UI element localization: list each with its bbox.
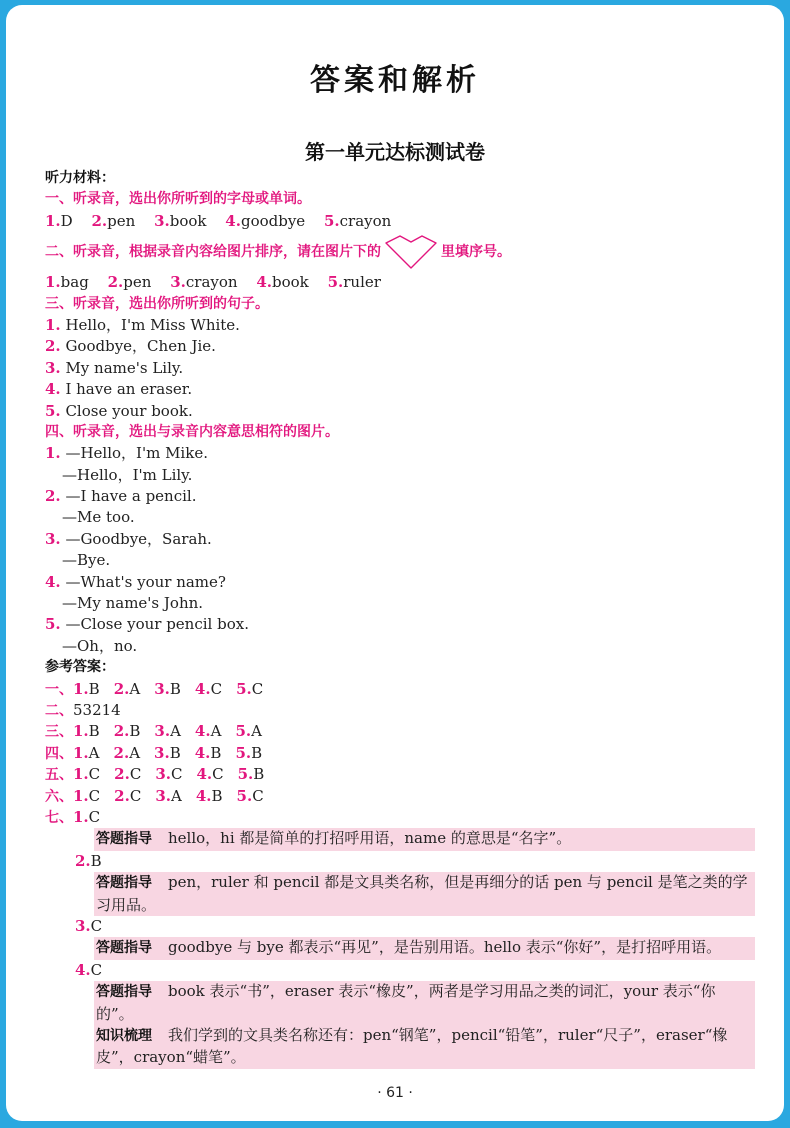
item-text: C bbox=[129, 786, 142, 805]
answer-part: 三、 bbox=[45, 724, 73, 741]
item-number: 2. bbox=[107, 273, 124, 292]
item-text: Hello，I'm Miss White. bbox=[65, 315, 240, 334]
item-number: 4. bbox=[196, 765, 213, 784]
item-text: A bbox=[129, 679, 141, 698]
item-number: 2. bbox=[114, 765, 130, 784]
dialogue-reply: —Me too. bbox=[62, 508, 135, 527]
answer-row bbox=[45, 960, 755, 981]
dialogue-reply: —Bye. bbox=[62, 551, 111, 570]
item-number: 5. bbox=[235, 722, 252, 741]
item-text: book bbox=[169, 211, 207, 230]
item-number: 3. bbox=[154, 679, 170, 698]
item-text: C bbox=[251, 679, 264, 698]
item-text: B bbox=[169, 679, 181, 698]
item-text: 53214 bbox=[73, 700, 121, 719]
item-text: A bbox=[88, 743, 100, 762]
dialogue-line bbox=[45, 529, 755, 550]
item-number: 4. bbox=[225, 211, 241, 230]
dialogue-reply: —Hello，I'm Lily. bbox=[62, 465, 193, 484]
part2-heading-start: 二、听录音，根据录音内容给图片排序，请在图片下的 bbox=[45, 244, 381, 261]
item-number: 1. bbox=[45, 273, 61, 292]
dialogue-line bbox=[45, 572, 755, 593]
item-number: 3. bbox=[154, 211, 170, 230]
item-number: 5. bbox=[236, 786, 253, 805]
item-text: B bbox=[169, 743, 181, 762]
item-text: C bbox=[210, 679, 223, 698]
item-number: 1. bbox=[73, 765, 89, 784]
answers-label: 参考答案： bbox=[45, 659, 115, 676]
item-text: B bbox=[88, 722, 100, 741]
item-number: 4. bbox=[194, 679, 211, 698]
item-text: B bbox=[88, 679, 100, 698]
item-number: 3. bbox=[75, 916, 91, 935]
item-number: 2. bbox=[113, 679, 130, 698]
item-number: 1. bbox=[73, 807, 89, 826]
listening-label: 听力材料： bbox=[45, 170, 115, 186]
item-text: —Hello，I'm Mike. bbox=[65, 444, 208, 463]
list-item bbox=[45, 315, 755, 336]
item-number: 2. bbox=[113, 743, 130, 762]
guide-tag: 答题指导 bbox=[96, 831, 152, 848]
item-text: —I have a pencil. bbox=[65, 487, 197, 506]
answer-part: 七、 bbox=[45, 809, 73, 826]
item-number: 1. bbox=[73, 722, 89, 741]
answer-row bbox=[45, 679, 755, 700]
item-text: Close your book. bbox=[65, 401, 193, 420]
item-text: My name's Lily. bbox=[65, 358, 184, 377]
list-item bbox=[45, 358, 755, 379]
item-number: 5. bbox=[45, 401, 61, 420]
item-text: A bbox=[170, 722, 181, 741]
content bbox=[45, 168, 755, 1069]
item-text: A bbox=[210, 722, 222, 741]
item-text: C bbox=[90, 960, 103, 979]
item-number: 2. bbox=[114, 786, 130, 805]
item-text: book bbox=[272, 273, 309, 292]
item-number: 2. bbox=[45, 337, 61, 356]
knowledge-summary bbox=[94, 1025, 755, 1069]
item-text: C bbox=[129, 765, 142, 784]
dialogue-line bbox=[45, 614, 755, 635]
item-number: 2. bbox=[75, 851, 91, 870]
item-number: 5. bbox=[327, 273, 344, 292]
answer-part: 六、 bbox=[45, 788, 73, 805]
guide-text: pen，ruler 和 pencil 都是文具类名称，但是再细分的话 pen 与 pencil 是笔之类的学习用品。 bbox=[96, 873, 748, 914]
item-number: 3. bbox=[170, 273, 186, 292]
answer-part: 五、 bbox=[45, 767, 73, 784]
item-text: —What's your name? bbox=[65, 572, 226, 591]
item-number: 5. bbox=[45, 615, 61, 634]
item-text: B bbox=[253, 765, 265, 784]
item-number: 1. bbox=[45, 211, 61, 230]
answer-part: 一、 bbox=[45, 681, 73, 698]
item-text: C bbox=[88, 807, 101, 826]
item-number: 4. bbox=[75, 960, 91, 979]
answer-guide bbox=[94, 981, 755, 1025]
answer-row bbox=[45, 916, 755, 937]
item-text: B bbox=[210, 743, 222, 762]
answer-guide bbox=[94, 937, 755, 959]
item-text: A bbox=[251, 722, 262, 741]
answer-row bbox=[45, 743, 755, 764]
item-text: A bbox=[129, 743, 141, 762]
item-number: 1. bbox=[45, 315, 61, 334]
item-text: —Close your pencil box. bbox=[65, 615, 249, 634]
part2-heading-end: 里填序号。 bbox=[441, 244, 511, 261]
item-text: pen bbox=[123, 273, 152, 292]
item-text: I have an eraser. bbox=[65, 380, 193, 399]
guide-text: book 表示“书”，eraser 表示“橡皮”，两者是学习用品之类的词汇，your 表示“你的”。 bbox=[96, 982, 716, 1023]
item-text: A bbox=[170, 786, 182, 805]
item-number: 3. bbox=[154, 743, 170, 762]
item-text: pen bbox=[107, 211, 136, 230]
item-text: B bbox=[211, 786, 223, 805]
answer-row bbox=[45, 807, 755, 828]
item-text: crayon bbox=[339, 211, 392, 230]
dialogue-reply: —Oh，no. bbox=[62, 636, 138, 655]
guide-tag: 答题指导 bbox=[96, 940, 152, 957]
item-number: 4. bbox=[45, 572, 61, 591]
item-number: 4. bbox=[45, 380, 61, 399]
item-number: 1. bbox=[73, 743, 89, 762]
heart-box-icon bbox=[382, 233, 440, 271]
item-number: 5. bbox=[323, 211, 340, 230]
list-item bbox=[45, 379, 755, 400]
item-text: C bbox=[170, 765, 183, 784]
item-number: 3. bbox=[45, 529, 61, 548]
part3-heading: 三、听录音，选出你所听到的句子。 bbox=[45, 295, 269, 312]
item-text: B bbox=[129, 722, 141, 741]
item-number: 5. bbox=[237, 765, 254, 784]
dialogue-line bbox=[45, 486, 755, 507]
item-number: 4. bbox=[194, 722, 211, 741]
item-number: 3. bbox=[155, 786, 171, 805]
part2-answers bbox=[45, 272, 755, 293]
answer-part: 二、 bbox=[45, 702, 73, 719]
guide-tag: 答题指导 bbox=[96, 875, 152, 892]
part1-heading: 一、听录音，选出你所听到的字母或单词。 bbox=[45, 191, 311, 208]
item-text: C bbox=[88, 786, 101, 805]
guide-text: goodbye 与 bye 都表示“再见”，是告别用语。hello 表示“你好”，是打招呼用语。 bbox=[168, 938, 722, 957]
part2-heading bbox=[45, 232, 755, 272]
item-number: 4. bbox=[195, 786, 212, 805]
item-text: bag bbox=[60, 273, 89, 292]
summary-text: 我们学到的文具类名称还有：pen“钢笔”，pencil“铅笔”，ruler“尺子”，eraser“橡皮”，crayon“蜡笔”。 bbox=[96, 1025, 728, 1067]
part1-answers bbox=[45, 211, 755, 232]
answer-row bbox=[45, 721, 755, 742]
item-number: 1. bbox=[45, 444, 61, 463]
item-text: crayon bbox=[185, 273, 238, 292]
list-item bbox=[45, 401, 755, 422]
page-sheet bbox=[6, 5, 784, 1121]
item-number: 5. bbox=[236, 679, 252, 698]
item-number: 4. bbox=[256, 273, 273, 292]
guide-text: hello，hi 都是简单的打招呼用语，name 的意思是“名字”。 bbox=[168, 829, 572, 848]
page-title: 答案和解析 bbox=[310, 63, 480, 98]
section-title: 第一单元达标测试卷 bbox=[305, 140, 485, 164]
item-number: 3. bbox=[154, 722, 171, 741]
item-text: D bbox=[60, 211, 73, 230]
item-text: C bbox=[212, 765, 224, 784]
item-text: —Goodbye，Sarah. bbox=[65, 529, 212, 548]
list-item bbox=[45, 336, 755, 357]
item-number: 2. bbox=[113, 722, 130, 741]
item-text: ruler bbox=[343, 273, 381, 292]
item-number: 1. bbox=[73, 786, 89, 805]
item-text: goodbye bbox=[240, 211, 306, 230]
item-number: 5. bbox=[235, 743, 252, 762]
item-number: 2. bbox=[45, 487, 61, 506]
item-text: C bbox=[252, 786, 264, 805]
part4-heading: 四、听录音，选出与录音内容意思相符的图片。 bbox=[45, 423, 339, 440]
answer-row bbox=[45, 786, 755, 807]
item-number: 1. bbox=[73, 679, 89, 698]
answer-row bbox=[45, 851, 755, 872]
item-number: 2. bbox=[91, 211, 108, 230]
item-number: 3. bbox=[155, 765, 171, 784]
dialogue-line bbox=[45, 443, 755, 464]
answer-row bbox=[45, 764, 755, 785]
item-number: 4. bbox=[194, 743, 211, 762]
page-number: · 61 · bbox=[377, 1085, 413, 1101]
item-text: B bbox=[251, 743, 263, 762]
answer-part: 四、 bbox=[45, 745, 73, 762]
answer-guide bbox=[94, 872, 755, 916]
answer-guide bbox=[94, 828, 755, 850]
guide-tag: 答题指导 bbox=[96, 984, 152, 1001]
item-text: Goodbye，Chen Jie. bbox=[65, 337, 216, 356]
summary-tag: 知识梳理 bbox=[96, 1027, 152, 1044]
item-text: C bbox=[88, 765, 101, 784]
answer-row bbox=[45, 700, 755, 721]
item-text: C bbox=[90, 916, 103, 935]
item-text: B bbox=[90, 851, 102, 870]
dialogue-reply: —My name's John. bbox=[62, 594, 204, 613]
item-number: 3. bbox=[45, 358, 61, 377]
